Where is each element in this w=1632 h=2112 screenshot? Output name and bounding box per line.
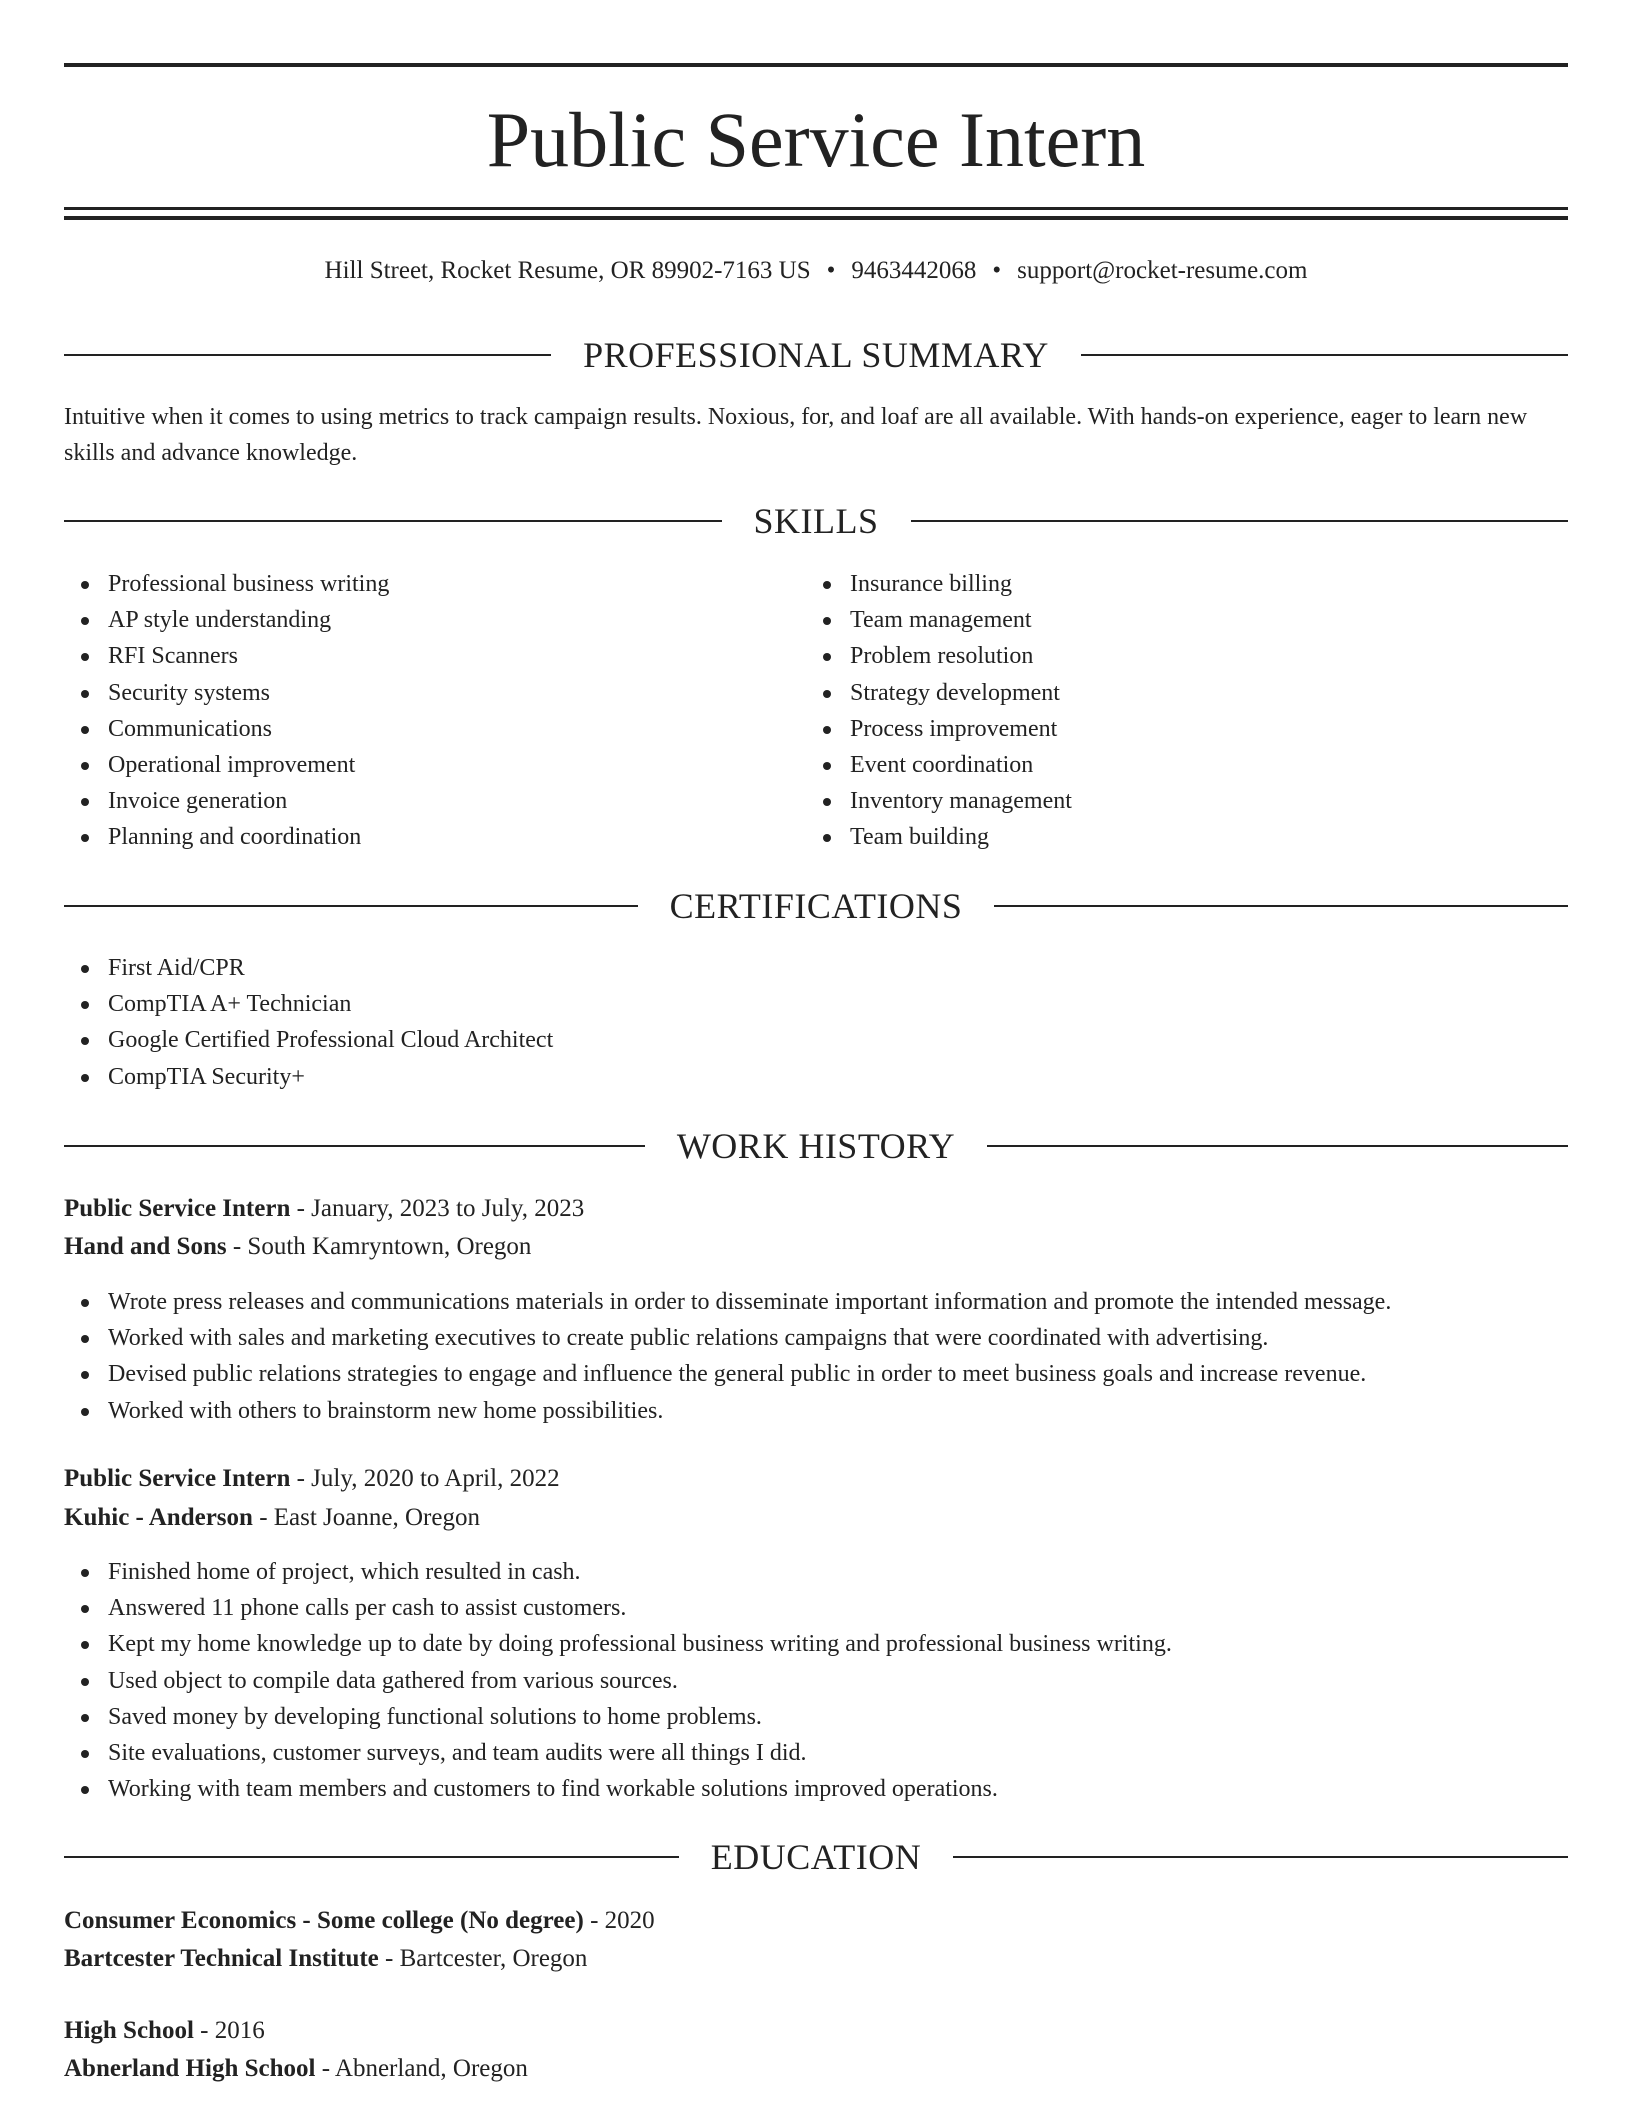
- heading-rule: [1081, 354, 1568, 356]
- contact-email: support@rocket-resume.com: [1017, 257, 1308, 284]
- education-school: Abnerland High School: [64, 2055, 316, 2082]
- job-bullet: Finished home of project, which resulted in cash.: [64, 1554, 1568, 1590]
- job-bullet: Answered 11 phone calls per cash to assist customers.: [64, 1590, 1568, 1626]
- job-dates: - July, 2020 to April, 2022: [290, 1465, 560, 1492]
- skill-item: Invoice generation: [64, 783, 764, 819]
- job-company: Kuhic - Anderson: [64, 1504, 253, 1531]
- skill-item: Planning and coordination: [64, 819, 764, 855]
- skill-item: Process improvement: [806, 711, 1506, 747]
- heading-rule: [911, 520, 1569, 522]
- job-bullets: [64, 1284, 1568, 1429]
- skills-list-left: [64, 566, 764, 856]
- job-bullet: Worked with others to brainstorm new home possibilities.: [64, 1393, 1568, 1429]
- education-location: - Abnerland, Oregon: [315, 2055, 528, 2082]
- job-location: - East Joanne, Oregon: [252, 1504, 480, 1531]
- summary-text: Intuitive when it comes to using metrics to track campaign results. Noxious, for, and loaf are all available. With hands-on experience, eager to learn new skills and advance knowledge.: [64, 404, 1528, 466]
- skill-item: Professional business writing: [64, 566, 764, 602]
- skill-item: Problem resolution: [806, 638, 1506, 674]
- education-location: - Bartcester, Oregon: [378, 1945, 588, 1972]
- job-bullets: [64, 1554, 1568, 1807]
- skill-item: Team building: [806, 819, 1506, 855]
- contact-address: Hill Street, Rocket Resume, OR 89902-7163 US: [324, 257, 811, 284]
- job-bullet: Used object to compile data gathered from various sources.: [64, 1663, 1568, 1699]
- skill-item: RFI Scanners: [64, 638, 764, 674]
- section-title: PROFESSIONAL SUMMARY: [583, 335, 1049, 375]
- skill-item: AP style understanding: [64, 602, 764, 638]
- contact-phone: 9463442068: [851, 257, 977, 284]
- skill-item: Strategy development: [806, 675, 1506, 711]
- education-year: - 2020: [583, 1907, 655, 1934]
- skill-item: Event coordination: [806, 747, 1506, 783]
- heading-rule: [64, 354, 551, 356]
- section-heading-certifications: [64, 884, 1568, 928]
- job-title-line: [64, 1190, 1568, 1228]
- job-bullet: Wrote press releases and communications materials in order to disseminate important information and promote the intended message.: [64, 1284, 1568, 1320]
- job-bullet: Working with team members and customers to find workable solutions improved operations.: [64, 1771, 1568, 1807]
- job-company: Hand and Sons: [64, 1233, 227, 1260]
- contact-separator: •: [992, 257, 1002, 284]
- skill-item: Communications: [64, 711, 764, 747]
- education-year: - 2016: [193, 2017, 265, 2044]
- job-bullet: Saved money by developing functional solutions to home problems.: [64, 1699, 1568, 1735]
- job-bullet: Devised public relations strategies to engage and influence the general public in order to meet business goals and increase revenue.: [64, 1356, 1568, 1392]
- section-title: WORK HISTORY: [676, 1126, 956, 1166]
- job-company-line: [64, 1228, 1568, 1266]
- job-title: Public Service Intern: [64, 1465, 291, 1492]
- skill-item: Team management: [806, 602, 1506, 638]
- job-bullet: Site evaluations, customer surveys, and team audits were all things I did.: [64, 1735, 1568, 1771]
- section-heading-summary: [64, 333, 1568, 377]
- education-school-line: [64, 1940, 1568, 1978]
- heading-rule: [64, 520, 722, 522]
- skill-item: Insurance billing: [806, 566, 1506, 602]
- resume-name: Public Service Intern: [486, 96, 1146, 183]
- contact-info: [64, 253, 1568, 289]
- section-title: EDUCATION: [710, 1837, 922, 1877]
- heading-rule: [64, 1145, 645, 1147]
- job-title-line: [64, 1460, 1568, 1498]
- heading-rule: [987, 1145, 1568, 1147]
- section-heading-education: [64, 1835, 1568, 1879]
- education-degree: High School: [64, 2017, 194, 2044]
- education-degree-line: [64, 1902, 1568, 1940]
- heading-rule: [64, 1856, 679, 1858]
- skills-list-right: [806, 566, 1506, 856]
- section-heading-skills: [64, 499, 1568, 543]
- certification-item: Google Certified Professional Cloud Architect: [64, 1022, 1568, 1058]
- job-dates: - January, 2023 to July, 2023: [290, 1195, 585, 1222]
- heading-rule: [953, 1856, 1568, 1858]
- education-school-line: [64, 2050, 1568, 2088]
- job-location: - South Kamryntown, Oregon: [226, 1233, 532, 1260]
- heading-rule: [994, 905, 1568, 907]
- skill-item: Operational improvement: [64, 747, 764, 783]
- header-double-rule: [64, 207, 1568, 220]
- section-title: CERTIFICATIONS: [669, 886, 963, 926]
- section-heading-work-history: [64, 1124, 1568, 1168]
- job-bullet: Worked with sales and marketing executives to create public relations campaigns that were coordinated with advertising.: [64, 1320, 1568, 1356]
- job-bullet: Kept my home knowledge up to date by doing professional business writing and professional business writing.: [64, 1626, 1568, 1662]
- certification-item: CompTIA Security+: [64, 1059, 1568, 1095]
- section-title: SKILLS: [753, 501, 879, 541]
- skill-item: Inventory management: [806, 783, 1506, 819]
- skill-item: Security systems: [64, 675, 764, 711]
- education-school: Bartcester Technical Institute: [64, 1945, 379, 1972]
- contact-separator: •: [826, 257, 836, 284]
- job-company-line: [64, 1499, 1568, 1537]
- certifications-list: [64, 950, 1568, 1095]
- education-degree: Consumer Economics - Some college (No degree): [64, 1907, 584, 1934]
- certification-item: CompTIA A+ Technician: [64, 986, 1568, 1022]
- job-title: Public Service Intern: [64, 1195, 291, 1222]
- certification-item: First Aid/CPR: [64, 950, 1568, 986]
- education-degree-line: [64, 2012, 1568, 2050]
- heading-rule: [64, 905, 638, 907]
- header-top-rule: [64, 63, 1568, 67]
